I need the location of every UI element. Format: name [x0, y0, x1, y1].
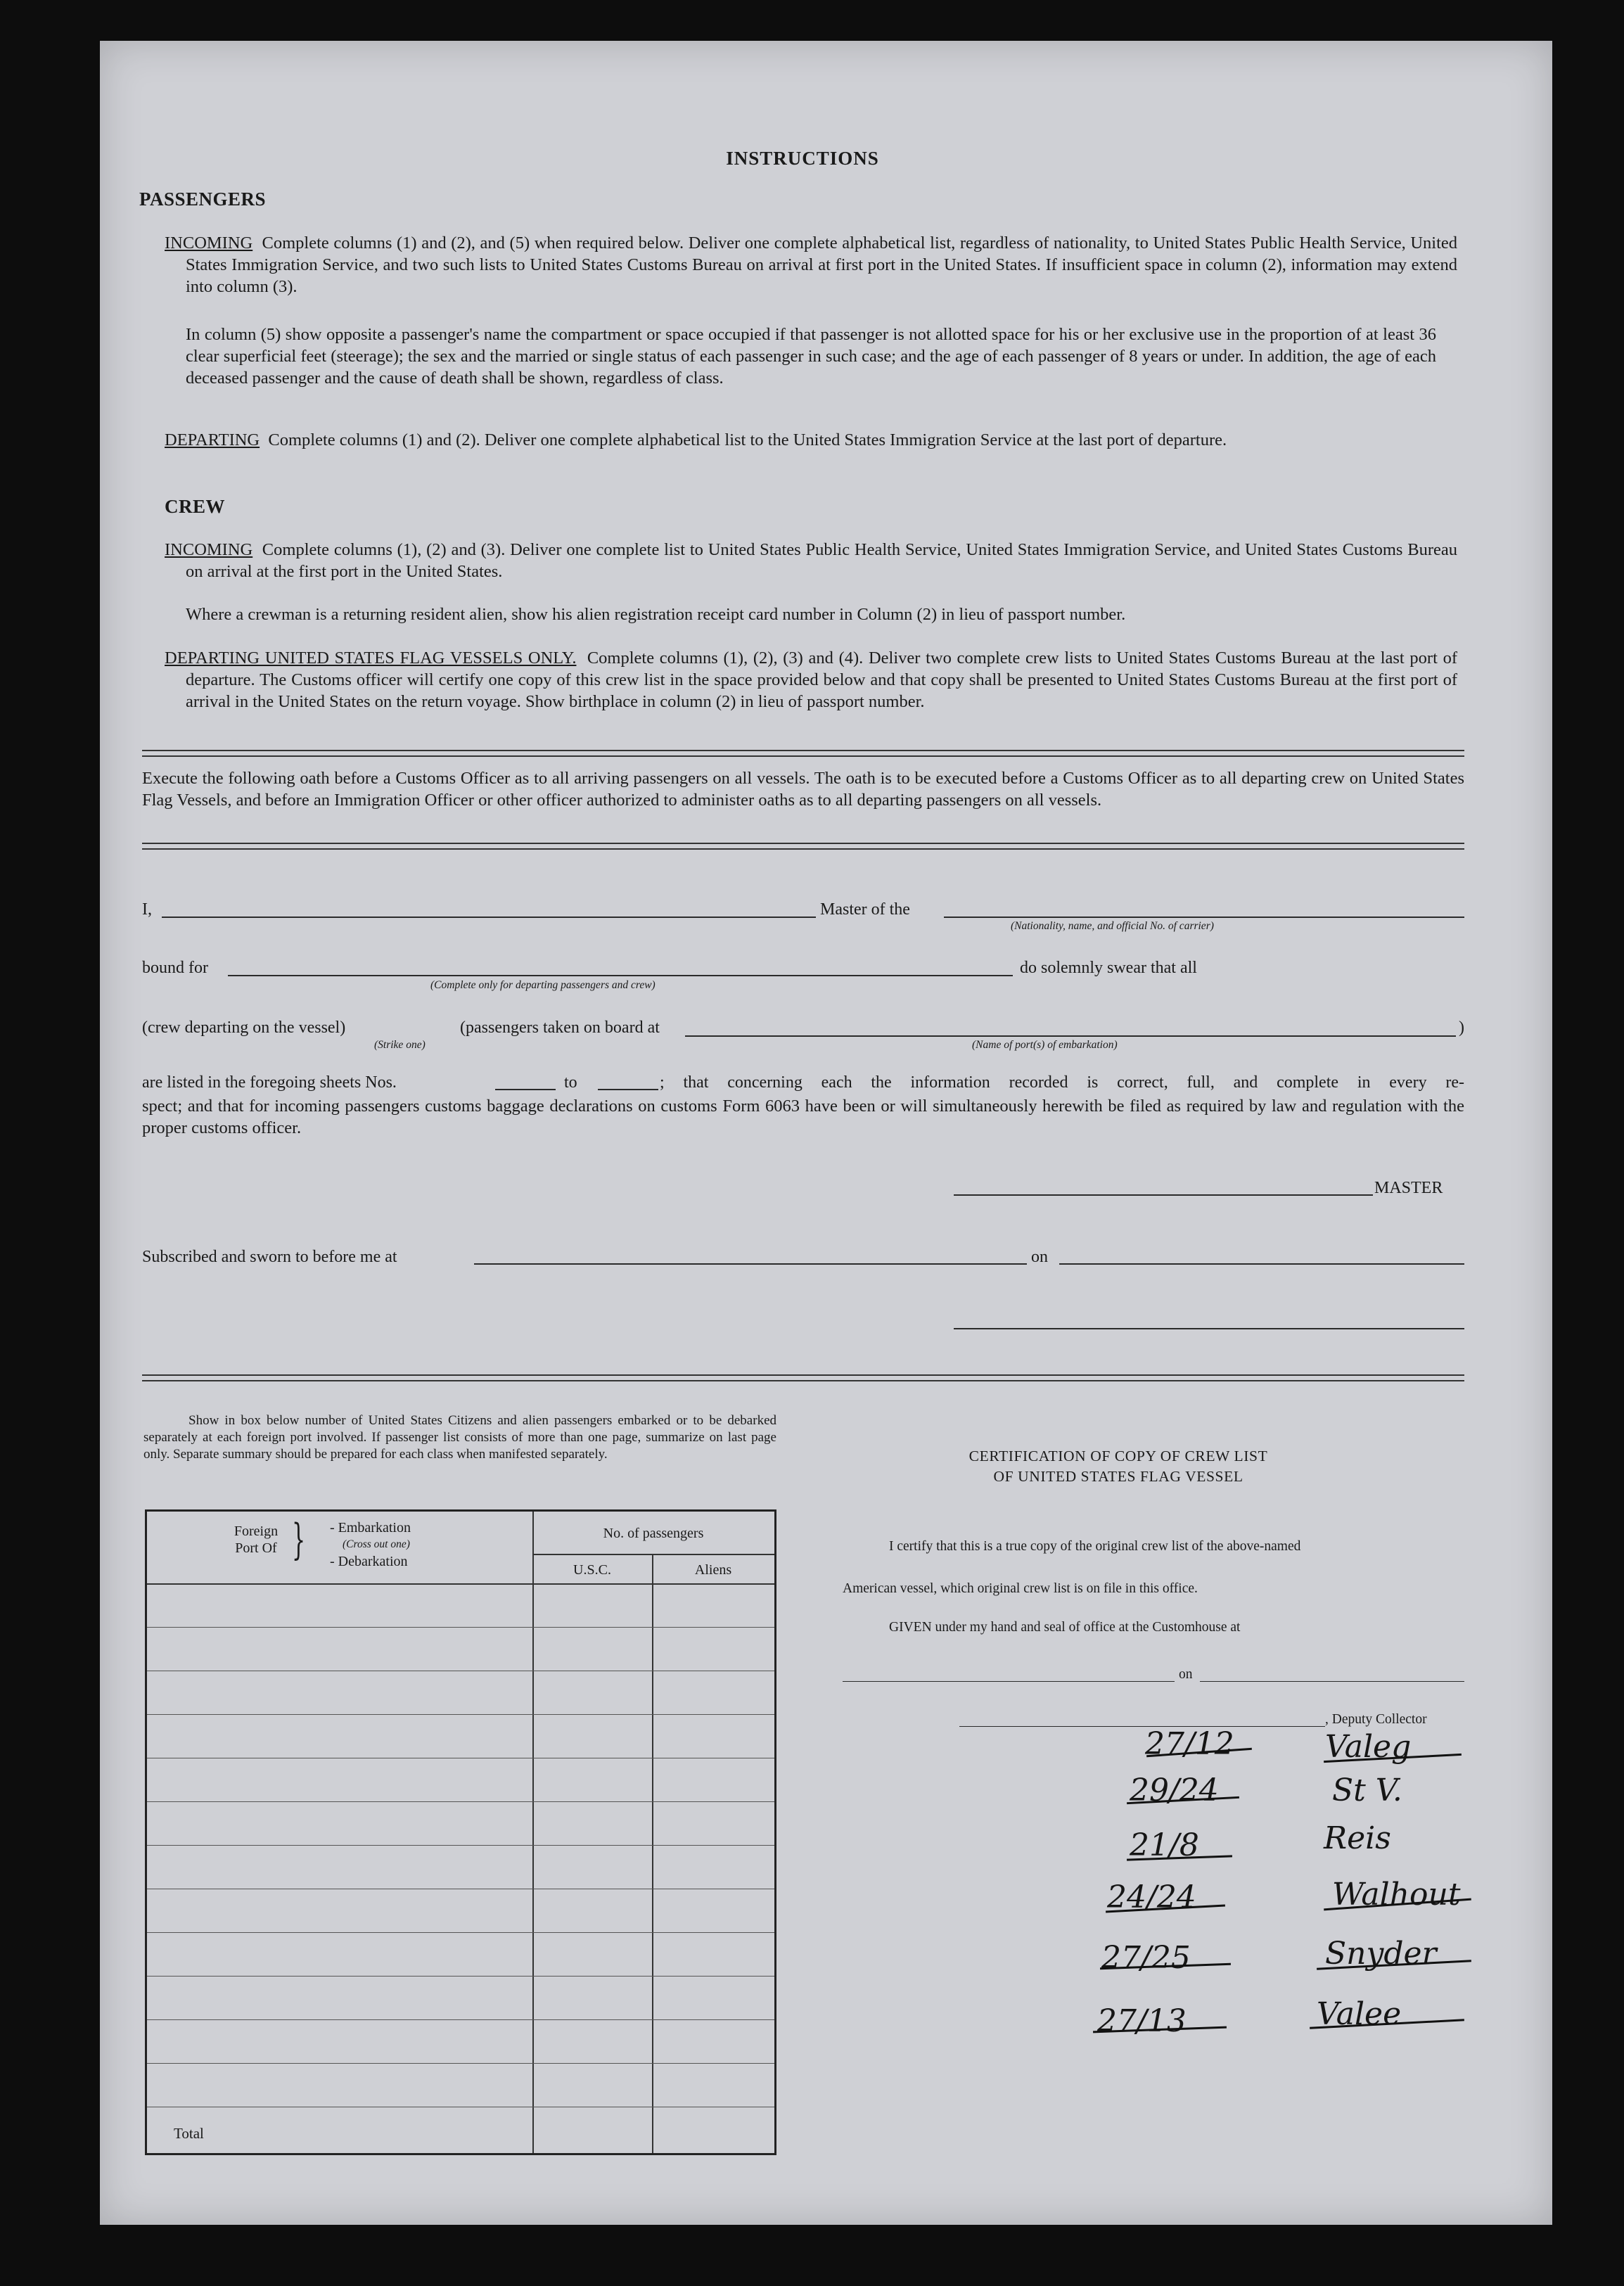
crew-heading: CREW	[165, 496, 226, 517]
brace-icon: }	[292, 1515, 306, 1564]
departing-text: Complete columns (1) and (2). Deliver one complete alphabetical list to the United States Immigration Service at the last port of departure.	[268, 430, 1227, 449]
handwritten-name: Valee	[1317, 1996, 1402, 2032]
passenger-summary-table	[145, 1509, 776, 2155]
handwritten-name: Reis	[1324, 1820, 1391, 1856]
certification-heading	[851, 1446, 1386, 1487]
close-paren: )	[1459, 1019, 1464, 1037]
strike-caption: (Strike one)	[374, 1039, 426, 1051]
master-signature-field[interactable]	[954, 1194, 1373, 1196]
page-title: INSTRUCTIONS	[726, 148, 879, 169]
listed-to-label: to	[564, 1073, 577, 1092]
divider	[142, 750, 1464, 757]
certification-heading-line1: CERTIFICATION OF COPY OF CREW LIST	[968, 1448, 1268, 1464]
table-row	[147, 2063, 774, 2064]
deputy-collector-label: , Deputy Collector	[1325, 1712, 1427, 1727]
embarkation-port-field[interactable]	[685, 1035, 1456, 1037]
crew-departing-option[interactable]: (crew departing on the vessel)	[142, 1019, 346, 1037]
crew-incoming-text: Complete columns (1), (2) and (3). Deliver one complete list to United States Public Health Service, United States Immigration Service, and United States Customs Bureau on arrival at the first port in the United States.	[186, 540, 1457, 581]
sheet-from-field[interactable]	[495, 1089, 556, 1090]
header-bottom-line	[147, 1583, 774, 1585]
customhouse-place-field[interactable]	[843, 1681, 1175, 1682]
column5-paragraph: In column (5) show opposite a passenger's name the compartment or space occupied if that passenger is not allotted space for his or her exclusive use in the proportion of at least 36 clear superficial feet (steerage); the sex and the married or single status of each passenger in such case; and the age of each passenger of 8 years or under. In addition, the age of each deceased passenger and the cause of death shall be shown, regardless of class.	[186, 325, 1436, 388]
master-label: MASTER	[1374, 1179, 1443, 1197]
embarkation-header: - Embarkation	[330, 1520, 411, 1535]
handwritten-date: 27/25	[1101, 1940, 1191, 1976]
swear-label: do solemnly swear that all	[1020, 959, 1197, 977]
crew-departing-paragraph	[165, 647, 1457, 713]
certification-line1: I certify that this is a true copy of the original crew list of the above-named	[889, 1539, 1301, 1554]
crew-incoming-label: INCOMING	[165, 540, 253, 559]
crew-resident-paragraph: Where a crewman is a returning resident alien, show his alien registration receipt card number in Column (2) in lieu of passport number.	[186, 605, 1126, 624]
debarkation-header: - Debarkation	[330, 1554, 408, 1569]
aliens-header: Aliens	[694, 1562, 732, 1578]
table-row	[147, 1714, 774, 1715]
cross-out-caption: (Cross out one)	[343, 1538, 410, 1550]
handwritten-name: Valeg	[1325, 1729, 1412, 1765]
passengers-departing-paragraph	[165, 429, 1457, 451]
sworn-on-label: on	[1031, 1248, 1048, 1266]
ports-caption: (Name of port(s) of embarkation)	[972, 1039, 1118, 1051]
listed-c-paragraph: spect; and that for incoming passengers customs baggage declarations on customs Form 6063 have been or will simultaneously herewith be filed as required by law and regulation with the proper customs officer.	[142, 1097, 1464, 1137]
listed-b-label: ; that concerning each the information recorded is correct, full, and complete in every re-	[660, 1073, 1464, 1092]
departing-label: DEPARTING	[165, 430, 260, 449]
bound-for-field[interactable]	[228, 975, 1013, 976]
listed-a-label: are listed in the foregoing sheets Nos.	[142, 1073, 397, 1092]
handwritten-date: 24/24	[1107, 1879, 1196, 1915]
handwritten-name: Snyder	[1325, 1936, 1437, 1972]
certification-heading-line2: OF UNITED STATES FLAG VESSEL	[993, 1468, 1243, 1485]
deputy-collector-field[interactable]	[959, 1726, 1325, 1727]
subscribed-label: Subscribed and sworn to before me at	[142, 1248, 397, 1266]
table-row	[147, 1845, 774, 1846]
divider	[142, 843, 1464, 850]
sworn-date-field[interactable]	[1059, 1263, 1464, 1265]
table-row	[147, 1976, 774, 1977]
incoming-text: Complete columns (1) and (2), and (5) when required below. Deliver one complete alphabetical list, regardless of nationality, to United States Public Health Service, United States Immigration Service, and two such lists to United States Customs Bureau on arrival at first port in the United States. If insufficient space in column (2), information may extend into column (3).	[186, 234, 1458, 296]
table-row	[147, 1932, 774, 1933]
master-name-field[interactable]	[162, 917, 816, 918]
bound-for-label: bound for	[142, 959, 208, 977]
master-of-label: Master of the	[820, 900, 910, 919]
handwritten-name: St V.	[1332, 1773, 1402, 1808]
foreign-port-header: Foreign Port Of	[234, 1524, 279, 1556]
usc-header: U.S.C.	[573, 1562, 611, 1578]
crew-departing-label: DEPARTING UNITED STATES FLAG VESSELS ONLY.	[165, 649, 577, 668]
header-subdivider	[532, 1554, 774, 1555]
table-row	[147, 2019, 774, 2020]
sheet-to-field[interactable]	[598, 1089, 658, 1090]
total-label: Total	[174, 2125, 204, 2142]
oath-i-label: I,	[142, 900, 152, 919]
handwritten-date: 27/12	[1145, 1726, 1234, 1762]
certification-line3: GIVEN under my hand and seal of office at the Customhouse at	[889, 1620, 1241, 1635]
carrier-field[interactable]	[944, 917, 1464, 918]
handwritten-date: 27/13	[1097, 2003, 1187, 2039]
handwritten-date: 29/24	[1130, 1773, 1219, 1808]
summary-instructions: Show in box below number of United States Citizens and alien passengers embarked or to be debarked separately at each foreign port involved. If passenger list consists of more than one page, summarize on last page only. Separate summary should be prepared for each class when manifested separately.	[143, 1413, 776, 1462]
passengers-incoming-paragraph	[165, 232, 1457, 298]
officer-signature-field[interactable]	[954, 1328, 1464, 1329]
no-passengers-header: No. of passengers	[603, 1526, 704, 1541]
bound-for-caption: (Complete only for departing passengers and crew)	[430, 979, 656, 991]
handwritten-date: 21/8	[1130, 1827, 1199, 1863]
table-row	[147, 1801, 774, 1802]
passengers-heading: PASSENGERS	[139, 189, 267, 210]
oath-intro: Execute the following oath before a Customs Officer as to all arriving passengers on all vessels. The oath is to be executed before a Customs Officer as to all departing crew on United States Flag Vessels, and before an Immigration Officer or other officer authorized to administer oaths as to all departing passengers on all vessels.	[142, 769, 1464, 810]
nationality-caption: (Nationality, name, and official No. of carrier)	[1011, 920, 1214, 932]
certification-line2: American vessel, which original crew list is on file in this office.	[843, 1581, 1198, 1596]
crew-departing-text: Complete columns (1), (2), (3) and (4). Deliver two complete crew lists to United States Customs Bureau at the last port of departure. The Customs officer will certify one copy of this crew list in the space provided below and that copy shall be presented to United States Customs Bureau at the first port of arrival in the United States on the return voyage. Show birthplace in column (2) in lieu of passport number.	[186, 649, 1457, 711]
passengers-option[interactable]: (passengers taken on board at	[460, 1019, 660, 1037]
handwritten-name: Walhout	[1332, 1877, 1461, 1913]
sworn-place-field[interactable]	[474, 1263, 1027, 1265]
crew-incoming-paragraph	[165, 539, 1457, 582]
certification-on-label: on	[1179, 1667, 1193, 1682]
table-column-divider	[532, 1512, 534, 2153]
document-page	[100, 41, 1552, 2225]
table-row	[147, 1627, 774, 1628]
divider	[142, 1374, 1464, 1381]
certification-date-field[interactable]	[1200, 1681, 1464, 1682]
incoming-label: INCOMING	[165, 234, 253, 253]
